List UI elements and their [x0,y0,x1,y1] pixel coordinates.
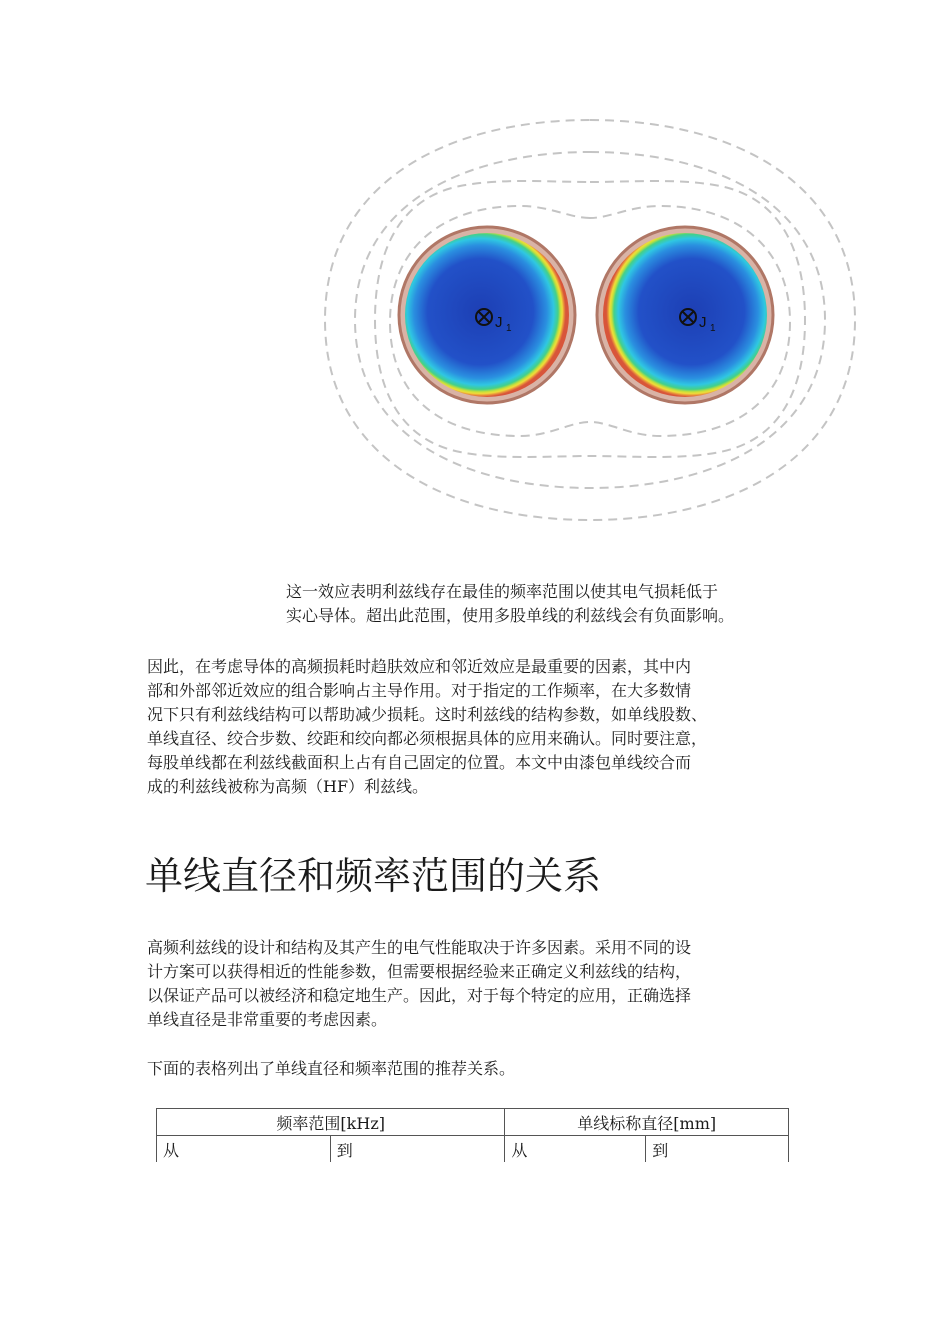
conductor-left-label: J [495,314,503,331]
table-subheader-row [157,1136,789,1163]
paragraph-line: 计方案可以获得相近的性能参数，但需要根据经验来正确定义利兹线的结构， [147,962,692,981]
conductor-left-subscript: 1 [506,323,512,334]
paragraph-design-factors [147,936,807,1032]
paragraph-table-intro [147,1057,807,1081]
paragraph-line: 高频利兹线的设计和结构及其产生的电气性能取决于许多因素。采用不同的设 [147,938,692,957]
conductor-right [597,227,773,403]
paragraph-line: 况下只有利兹线结构可以帮助减少损耗。这时利兹线的结构参数，如单线股数、 [147,705,708,724]
paragraph-line: 因此，在考虑导体的高频损耗时趋肤效应和邻近效应是最重要的因素，其中内 [147,657,692,676]
figure-caption [286,580,826,628]
caption-line: 实心导体。超出此范围，使用多股单线的利兹线会有负面影响。 [286,606,735,625]
paragraph-line: 每股单线都在利兹线截面积上占有自己固定的位置。本文中由漆包单线绞合而 [147,753,692,772]
table-header-row [157,1109,789,1136]
section-heading: 单线直径和频率范围的关系 [145,854,602,898]
proximity-effect-figure [300,110,880,540]
conductor-left [399,227,575,403]
subheader-from: 从 [505,1136,646,1163]
paragraph-line: 部和外部邻近效应的组合影响占主导作用。对于指定的工作频率，在大多数情 [147,681,692,700]
subheader-from: 从 [157,1136,331,1163]
subheader-to: 到 [330,1136,505,1163]
paragraph-line: 以保证产品可以被经济和稳定地生产。因此，对于每个特定的应用，正确选择 [147,986,692,1005]
caption-line: 这一效应表明利兹线存在最佳的频率范围以使其电气损耗低于 [286,582,719,601]
paragraph-line: 单线直径、绞合步数、绞距和绞向都必须根据具体的应用来确认。同时要注意， [147,729,708,748]
subheader-to: 到 [646,1136,789,1163]
header-frequency-range: 频率范围[kHz] [157,1109,505,1136]
header-wire-diameter: 单线标称直径[mm] [505,1109,789,1136]
paragraph-proximity-summary [147,655,807,799]
paragraph-line: 成的利兹线被称为高频（HF）利兹线。 [147,777,429,796]
paragraph-line: 单线直径是非常重要的考虑因素。 [147,1010,388,1029]
conductor-right-subscript: 1 [710,323,716,334]
paragraph-line: 下面的表格列出了单线直径和频率范围的推荐关系。 [147,1059,516,1078]
conductor-right-label: J [699,314,707,331]
frequency-diameter-table [156,1108,789,1162]
